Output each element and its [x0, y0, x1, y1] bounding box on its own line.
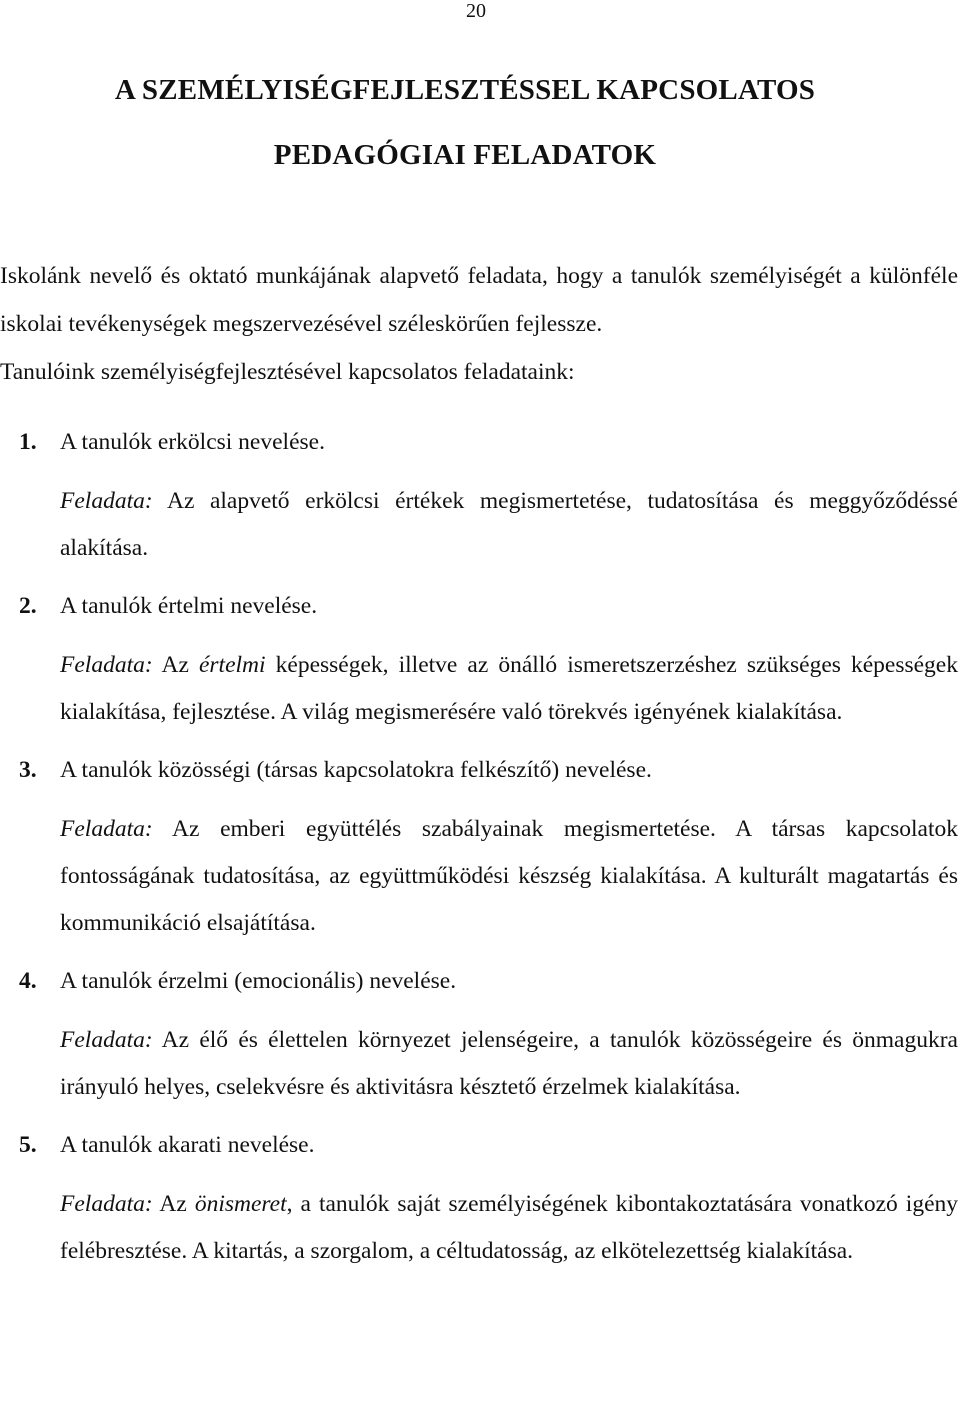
intro-section [0, 252, 958, 396]
page-number: 20 [466, 0, 486, 22]
task-number: 1. [19, 429, 37, 455]
intro-paragraph: Iskolánk nevelő és oktató munkájának alapvető feladata, hogy a tanulók személyiségét a különféle iskolai tevékenységek megszervezésével széleskörűen fejlessze. [0, 263, 958, 337]
task-item-5 [0, 1121, 958, 1285]
page-title-line-2: PEDAGÓGIAI FELADATOK [273, 139, 657, 171]
task-list [0, 418, 958, 1285]
task-description-text: Az alapvető erkölcsi értékek megismertetése, tudatosítása és meggyőződéssé alakítása. [60, 488, 958, 561]
task-heading [0, 418, 958, 466]
task-heading-text: A tanulók akarati nevelése. [60, 1132, 315, 1158]
task-description-text: , a tanulók saját személyiségének kibontakoztatására vonatkozó igény felébresztése. A kitartás, a szorgalom, a céltudatosság, az elkötelezettség kialakítása. [60, 1191, 958, 1264]
task-item-4 [0, 957, 958, 1121]
feladata-label: Feladata: [60, 488, 153, 514]
task-description-pre: Az [159, 1191, 187, 1217]
page-title-line-1: A SZEMÉLYISÉGFEJLESZTÉSSEL KAPCSOLATOS [114, 74, 816, 106]
task-heading [0, 1121, 958, 1169]
feladata-label: Feladata: [60, 652, 153, 678]
task-number: 5. [19, 1132, 37, 1158]
task-heading-text: A tanulók érzelmi (emocionális) nevelése. [60, 968, 457, 994]
task-description-emphasis: önismeret [194, 1191, 287, 1217]
task-number: 3. [19, 757, 37, 783]
task-item-2 [0, 582, 958, 746]
task-heading-text: A tanulók erkölcsi nevelése. [60, 429, 325, 455]
feladata-label: Feladata: [60, 1191, 153, 1217]
task-description [60, 794, 958, 957]
feladata-label: Feladata: [60, 816, 153, 842]
feladata-label: Feladata: [60, 1027, 153, 1053]
task-heading [0, 582, 958, 630]
task-description [60, 630, 958, 746]
task-heading-text: A tanulók értelmi nevelése. [60, 593, 318, 619]
task-item-3 [0, 746, 958, 957]
task-heading-text: A tanulók közösségi (társas kapcsolatokra felkészítő) nevelése. [60, 757, 652, 783]
task-description [60, 1169, 958, 1285]
task-description-text: Az élő és élettelen környezet jelenségeire, a tanulók közösségeire és önmagukra irányuló helyes, cselekvésre és aktivitásra késztető érzelmek kialakítása. [60, 1027, 958, 1100]
task-heading [0, 746, 958, 794]
task-description [60, 466, 958, 582]
task-item-1 [0, 418, 958, 582]
intro-lead: Tanulóink személyiségfejlesztésével kapcsolatos feladataink: [0, 359, 575, 385]
task-heading [0, 957, 958, 1005]
task-number: 4. [19, 968, 37, 994]
task-description-text: Az emberi együttélés szabályainak megismertetése. A társas kapcsolatok fontosságának tudatosítása, az együttműködési készség kialakítása. A kulturált magatartás és kommunikáció elsajátítása. [60, 816, 958, 936]
task-description-emphasis: értelmi [198, 652, 266, 678]
task-description-pre: Az [161, 652, 189, 678]
task-description [60, 1005, 958, 1121]
task-number: 2. [19, 593, 37, 619]
task-description-text: képességek, illetve az önálló ismeretszerzéshez szükséges képességek kialakítása, fejlesztése. A világ megismerésére való törekvés igényének kialakítása. [60, 652, 958, 725]
